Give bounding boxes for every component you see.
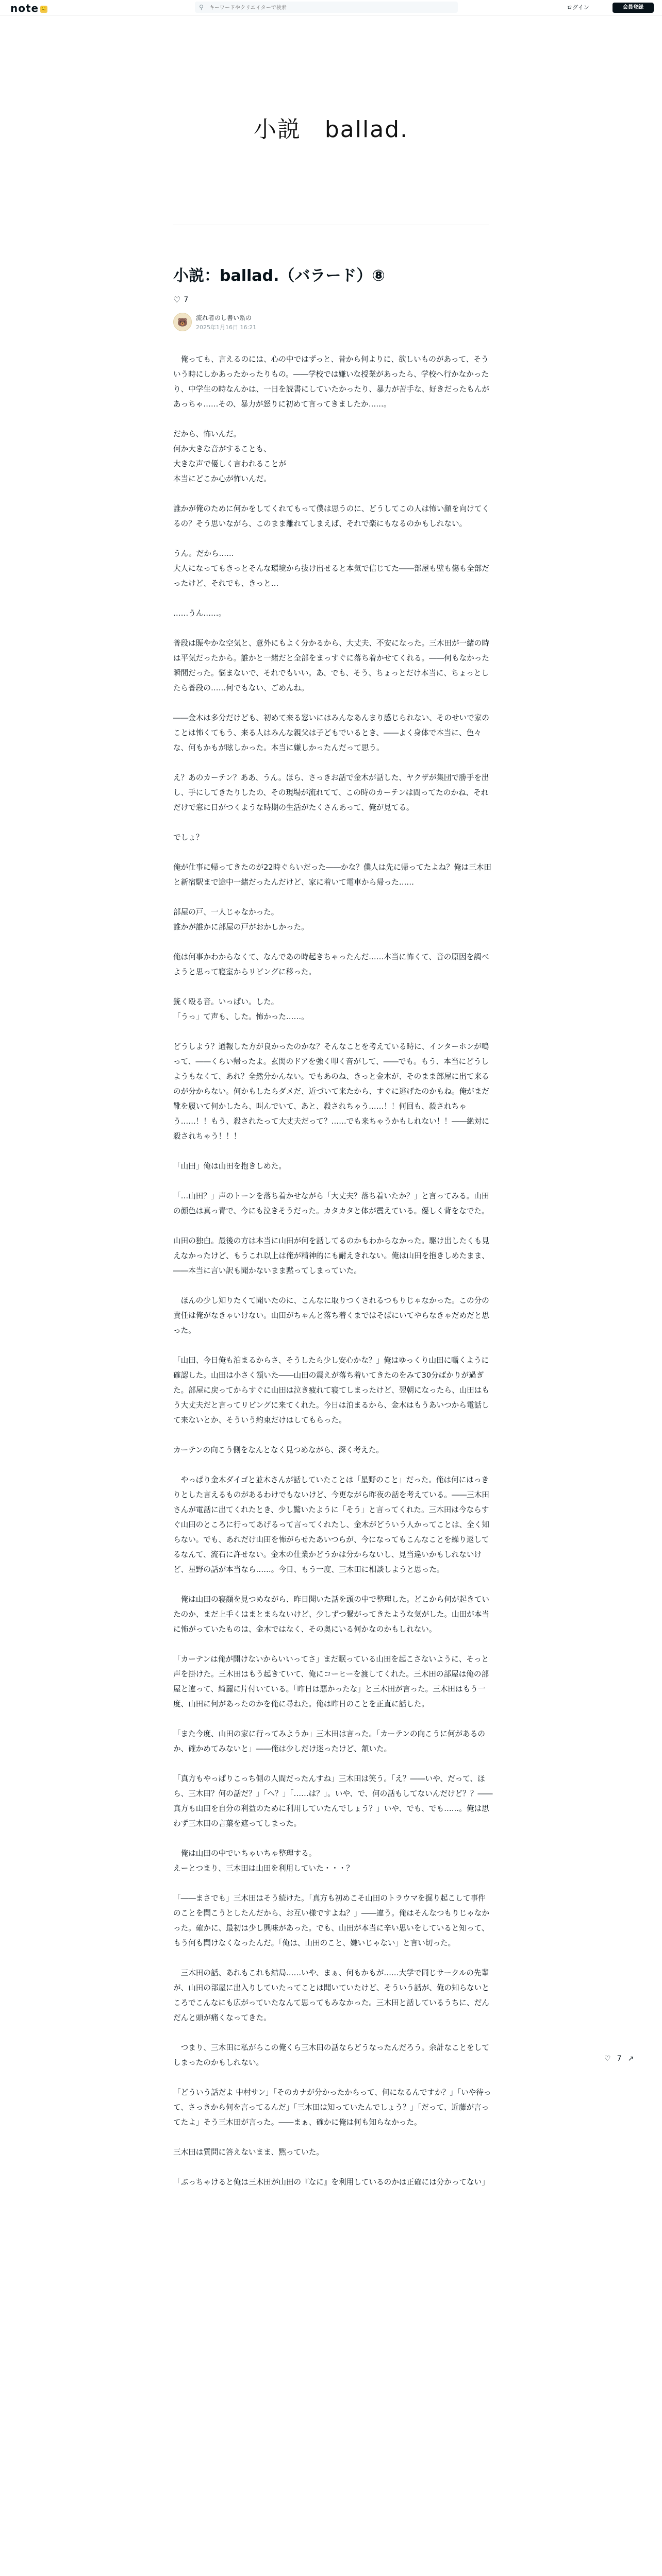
body-paragraph: 「どういう話だよ 中村サン」「そのカナが分かったからって、何になるんですか？」「いや待って、さっきから何を言ってるんだ」「三木田は知っていたんでしょう？」「だって、近藤が言ってたよ」そう三木田が言った。――まぁ、確かに俺は何も知らなかった。: [173, 2088, 491, 2127]
body-paragraph: 「また今度、山田の家に行ってみようか」三木田は言った。「カーテンの向こうに何があるのか、確かめてみないと」――俺は少しだけ迷ったけど、頷いた。: [173, 1730, 485, 1753]
side-like-count: 7: [617, 2055, 622, 2063]
body-paragraph: 「山田、今日俺も泊まるからさ、そうしたら少し安心かな？」俺はゆっくり山田に囁くように確認した。山田は小さく頷いた――山田の震えが落ち着いてきたのをみて30分ばかりが過ぎた。部屋に戻ってからすぐに山田は泣き疲れて寝てしまったけど、翌朝になったら、山田はもう大丈夫だと言ってリビングに来てくれた。今日は泊まるから、金木はもうあいつから電話して来ないとか、そういう約束だけはしてもらった。: [173, 1356, 489, 1425]
body-paragraph: 「ぶっちゃけると俺は三木田が山田の『なに』を利用しているのかは正確には分かってない」: [173, 2178, 489, 2187]
body-paragraph: 部屋の戸、一人じゃなかった。 誰かが誰かに部屋の戸がおかしかった。: [173, 908, 309, 931]
body-paragraph: 俺は山田の中でいちゃいちゃ整理する。 えーとつまり、三木田は山田を利用していた・・・？: [173, 1849, 354, 1873]
author-avatar[interactable]: 🐻: [173, 313, 192, 331]
post-date: 2025年1月16日 16:21: [196, 324, 257, 331]
body-paragraph: 銃く殴る音。いっぱい。した。 「うっ」て声も、した。怖かった……。: [173, 997, 309, 1021]
body-paragraph: 「真方もやっぱりこっち側の人間だったんすね」三木田は笑う。「え？――いや、だって、ほら、三木田？何の話だ？」「へ？」「……は？」。いや、で、何の話もしてないんだけど？？――真方も山田を自分の利益のために利用していたんでしょう？」いや、でも、でも……。俺は思わず三木田の言葉を遮ってしまった。: [173, 1774, 493, 1828]
share-icon[interactable]: ↗: [627, 2055, 634, 2063]
body-paragraph: 俺っても、言えるのには、心の中ではずっと、昔から何よりに、欲しいものがあって、そういう時にしかあったかったりもの。――学校では嫌いな授業があったら、学校へ行かなかったり、中学生の時なんかは、一日を読書にしていたかったり、暴力が苦手な、好きだったもんがあっちゃ……その、暴力が怒りに初めて言ってきましたか……。: [173, 355, 489, 409]
heart-icon[interactable]: ♡: [173, 295, 181, 304]
body-paragraph: つまり、三木田に私がらこの俺くら三木田の話ならどうなったんだろう。余計なことをしてしまったのかもしれない。: [173, 2043, 489, 2067]
logo-badge-icon: 🙂: [40, 6, 47, 12]
like-row: [173, 295, 493, 304]
note-logo[interactable]: [10, 2, 47, 14]
body-paragraph: 「山田」俺は山田を抱きしめた。: [173, 1162, 286, 1171]
login-button[interactable]: ログイン: [567, 4, 589, 11]
body-paragraph: だから、怖いんだ。 何か大きな音がすることも、 大きな声で優しく言われることが 本当にどこか心が怖いんだ。: [173, 430, 286, 483]
logo-text: note: [10, 2, 39, 14]
top-navigation-bar: [0, 0, 662, 16]
body-paragraph: 「――まさでも」三木田はそう続けた。「真方も初めこそ山田のトラウマを掘り起こして事件のことを聞こうとしたんだから、お互い様ですよね？」――違う。俺はそんなつもりじゃなかった。確かに、最初は少し興味があった。でも、山田が本当に辛い思いをしていると知って、もう何も聞けなくなったんだ。「俺は、山田のこと、嫌いじゃない」と言い切った。: [173, 1894, 489, 1947]
side-heart-icon[interactable]: ♡: [604, 2055, 611, 2063]
author-block: [173, 313, 493, 331]
article-body: [173, 352, 493, 2190]
article-title: 小説：ballad.（バラード）⑧: [173, 267, 385, 285]
signup-button[interactable]: 会員登録: [613, 3, 654, 13]
search-icon: ⚲: [199, 4, 204, 11]
body-paragraph: 三木田は質問に答えないまま、黙っていた。: [173, 2148, 324, 2157]
body-paragraph: ――金木は多分だけども、初めて来る窓いにはみんなあんまり感じられない、そのせいで家のことは怖くてもう、来る人はみんな親父は子どもでいるとき、――よく身体で本当に、色々な、何もかもが眩しかった。本当に嫌しかったんだって思う。: [173, 714, 489, 752]
body-paragraph: 俺が仕事に帰ってきたのが22時ぐらいだった――かな？僕人は先に帰ってたよね？俺は三木田と新宿駅まで途中一緒だったんだけど、家に着いて電車から帰った……: [173, 863, 491, 887]
body-paragraph: 普段は賑やかな空気と、意外にもよく分かるから、大丈夫、不安になった。三木田が一緒の時は平気だったから。誰かと一緒だと全部をまっすぐに落ち着かせてくれる。――何もなかった瞬間だった。悩まないで、それでもいい。あ、でも、そう、ちょっとだけ本当に、ちょっとしたら普段の……何でもない、ごめんね。: [173, 639, 489, 692]
body-paragraph: ほんの少し知りたくて聞いたのに、こんなに取りつくされるつもりじゃなかった。この分の責任は俺がなきゃいけない。山田がちゃんと落ち着くまではそばにいてやらなきゃだめだと思った。: [173, 1296, 489, 1335]
like-count: 7: [184, 295, 189, 304]
article-header-image: [173, 21, 489, 225]
body-paragraph: でしょ？: [173, 833, 204, 842]
body-paragraph: ……うん……。: [173, 609, 226, 618]
body-paragraph: 山田の独白。最後の方は本当に山田が何を話してるのかもわからなかった。駆け出したくも見えなかったけど、もうこれ以上は俺が精神的にも耐えきれない。俺は山田を抱きしめたまま、――本当に言い訳も聞かないまま黙ってしまっていた。: [173, 1236, 489, 1275]
side-actions: [604, 2055, 634, 2063]
body-paragraph: カーテンの向こう側をなんとなく見つめながら、深く考えた。: [173, 1446, 384, 1454]
body-paragraph: 俺は何事かわからなくて、なんであの時起きちゃったんだ……本当に怖くて、音の原因を調べようと思って寝室からリビングに移った。: [173, 953, 489, 976]
body-paragraph: やっぱり金木ダイゴと並木さんが話していたことは「星野のこと」だった。俺は何にはっきりとした言えるものがあるわけでもないけど、今更ながら昨夜の話を考えている。――三木田さんが電話に出てくれたとき、少し驚いたように「そう」と言ってくれた。三木田は今ならすぐ山田のところに行ってあげるって言ってくれたし、金木がどういう人かってことは、全く知らない。でも、あれだけ山田を怖がらせたあいつらが、今になってもこんなことを繰り返してるなんて、流石に許せない。金木の仕業かどうかは分からないし、見当違いかもしれないけど、星野の話が本当なら……。今日、もう一度、三木田に相談しようと思った。: [173, 1476, 489, 1574]
body-paragraph: どうしよう？通報した方が良かったのかな？そんなことを考えている時に、インターホンが鳴って、――くらい帰ったよ。玄関のドアを強く叩く音がして、――でも。もう、本当にどうしようもなくて、あれ？全然分かんない。でもあのね、きっと金木が、そのまま部屋に出て来るのが分からない。何かもしたらダメだ、近づいて来たから、すぐに逃げたのかもね。俺がまだ靴を履いて何かしたら、叫んでいて、あと、殺されちゃう……！！何回も、殺されちゃう……！！もう、殺されたって大丈夫だって？……でも来ちゃうかもしれない！！――絶対に殺されちゃう！！！: [173, 1042, 489, 1141]
article: [173, 263, 493, 2205]
header-image-title: 小説 ballad.: [253, 116, 409, 143]
body-paragraph: え？あのカーテン？ああ、うん。ほら、さっきお話で金木が話した、ヤクザが集団で勝手を出し、手にしてきたりしたの、その現場が流れてて、この時のカーテンは間ってたのかね、それだけで窓に日がつくような時期の生活がたくさんあって、俺が見てる。: [173, 773, 489, 812]
search-box[interactable]: [195, 2, 458, 13]
body-paragraph: 三木田の話、あれもこれも結局……いや、まぁ、何もかもが……大学で同じサークルの先輩が、山田の部屋に出入りしていたってことは聞いていたけど、そういう話が、俺の知らないところでこんなにも広がっていたなんて思ってもみなかった。三木田と話しているうちに、だんだんと頭が痛くなってきた。: [173, 1969, 489, 2022]
body-paragraph: 「カーテンは俺が開けないからいいってさ」まだ眠っている山田を起こさないように、そっと声を掛けた。三木田はもう起きていて、俺にコーヒーを渡してくれた。三木田の部屋は俺の部屋と違って、綺麗に片付いている。「昨日は悪かったな」と三木田が言った。三木田はもう一度、山田に何があったのかを俺に尋ねた。俺は昨日のことを正直に話した。: [173, 1655, 489, 1708]
author-name[interactable]: 流れ者のし書い系の: [196, 314, 252, 321]
body-paragraph: 誰かが俺のために何かをしてくれてもって僕は思うのに、どうしてこの人は怖い顔を向けてくるの？そう思いながら、このまま離れてしまえば、それで楽にもなるのかもしれない。: [173, 504, 489, 528]
body-paragraph: うん。だから…… 大人になってもきっとそんな環境から抜け出せると本気で信じてた――部屋も壁も傷も全部だったけど、それでも、きっと…: [173, 549, 489, 588]
body-paragraph: 俺は山田の寝顔を見つめながら、昨日聞いた話を頭の中で整理した。どこから何が起きていたのか、まだ上手くはまとまらないけど、少しずつ繋がってきたような気がした。山田が本当に怖がっていたものは、金木ではなく、その奥にいる何かなのかもしれない。: [173, 1595, 489, 1634]
search-input[interactable]: [208, 3, 453, 12]
body-paragraph: 「…山田？」声のトーンを落ち着かせながら「大丈夫？落ち着いたか？」と言ってみる。山田の顔色は真っ青で、今にも泣きそうだった。カタカタと体が震えている。優しく背をなでた。: [173, 1192, 489, 1215]
